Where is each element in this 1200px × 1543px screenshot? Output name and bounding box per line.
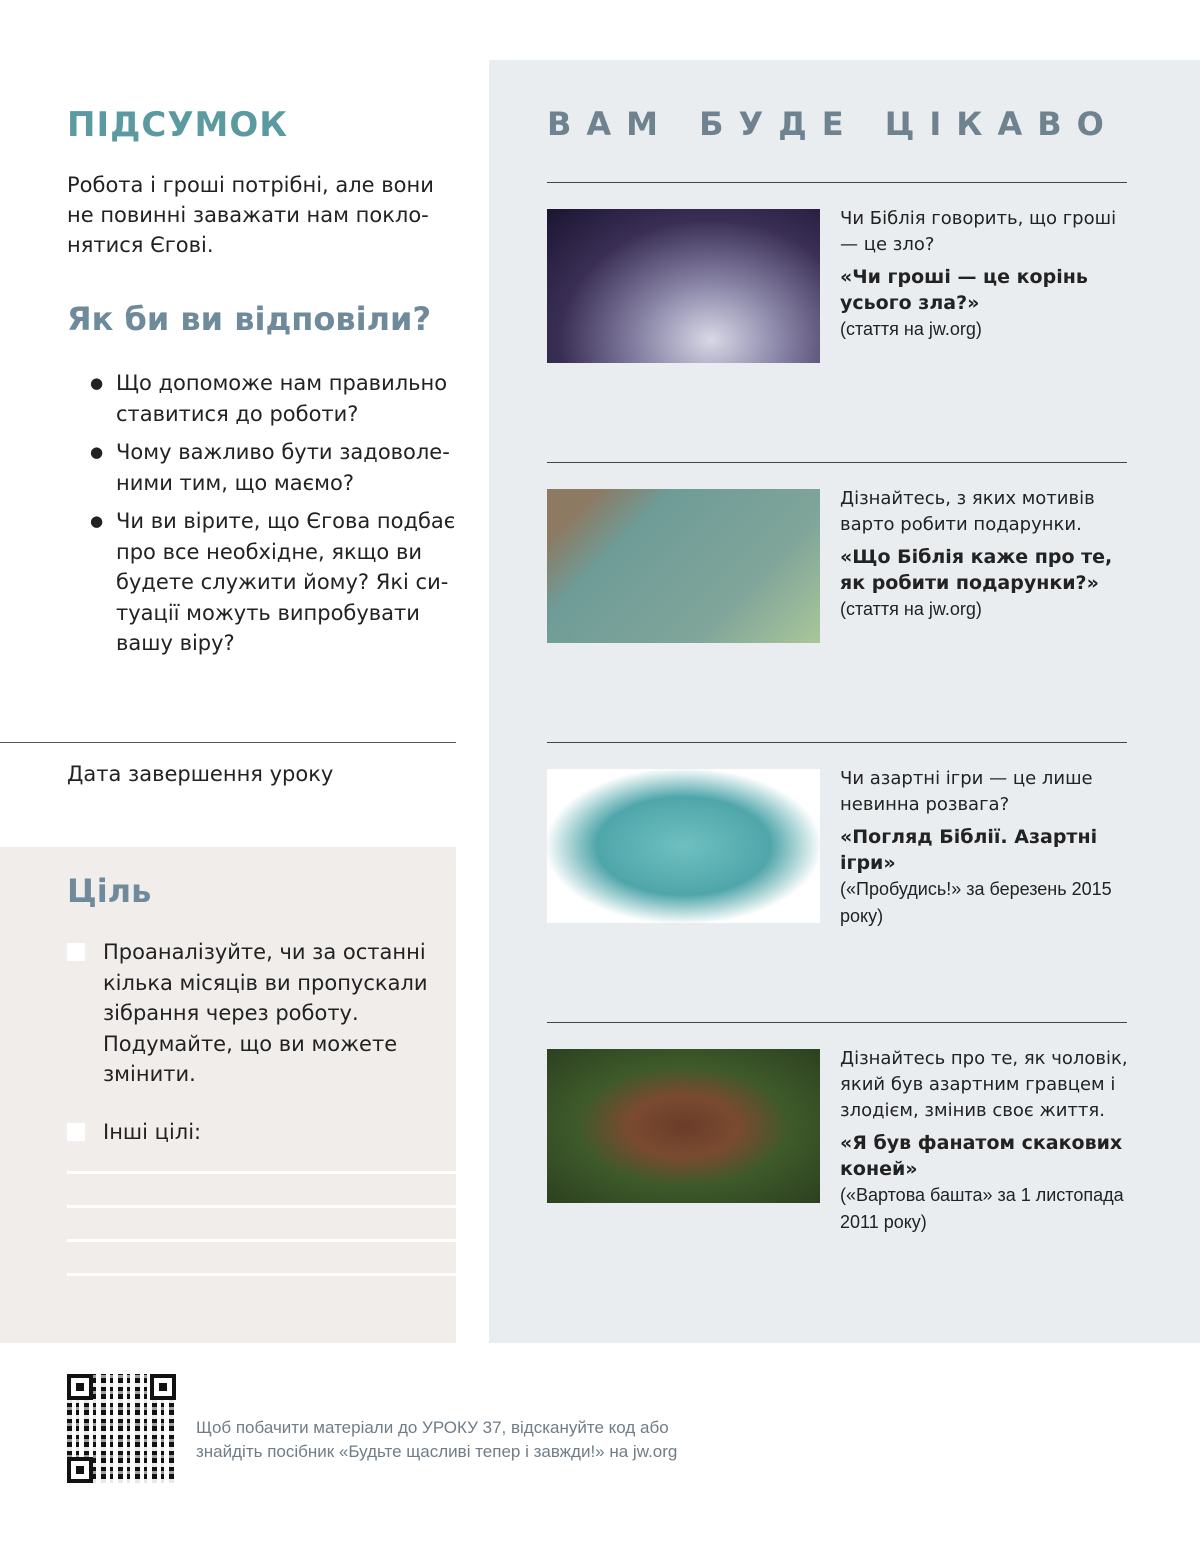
card-title-link[interactable]: «Що Біблія каже про те, як робити подарунки?»	[840, 546, 1113, 594]
questions-title: Як би ви відповіли?	[67, 300, 432, 338]
question-item: ● Чому важливо бути задоволеними тим, що маємо?	[90, 437, 460, 498]
smiling-man-image	[547, 1049, 820, 1203]
divider	[0, 742, 456, 743]
write-line[interactable]	[67, 1205, 456, 1208]
card-note: (стаття на jw.org)	[840, 599, 982, 619]
goal-checkbox[interactable]	[67, 943, 85, 961]
article-card	[840, 486, 1130, 623]
card-note: (стаття на jw.org)	[840, 319, 982, 339]
card-intro: Чи Біблія говорить, що гроші — це зло?	[840, 208, 1117, 255]
goal-panel	[0, 847, 456, 1343]
article-card	[840, 1046, 1130, 1236]
card-intro: Дізнайтесь, з яких мотивів варто робити подарунки.	[840, 488, 1095, 535]
divider	[547, 1022, 1127, 1023]
card-intro: Дізнайтесь про те, як чоловік, який був азартним гравцем і злодієм, змінив своє життя.	[840, 1048, 1128, 1121]
gift-image	[547, 489, 820, 643]
qr-code[interactable]	[67, 1374, 176, 1483]
summary-text: Робота і гроші потрібні, але вони не повинні заважати нам поклонятися Єгові.	[67, 173, 434, 257]
divider	[547, 182, 1127, 183]
goal-title: Ціль	[67, 872, 152, 910]
card-note: («Вартова башта» за 1 листопада 2011 року)	[840, 1185, 1124, 1232]
divider	[547, 462, 1127, 463]
article-card	[840, 766, 1130, 930]
interesting-title: ВАМ БУДЕ ЦІКАВО	[547, 105, 1119, 143]
goal-checkbox[interactable]	[67, 1123, 85, 1141]
question-item: ● Що допоможе нам правильно ставитися до роботи?	[90, 368, 460, 429]
questions-list	[90, 368, 460, 667]
summary-title: ПІДСУМОК	[67, 105, 289, 145]
goal-item	[67, 937, 437, 1090]
gambling-cards-image	[547, 769, 820, 923]
completion-date-label: Дата завершення уроку	[67, 762, 334, 786]
goal-item	[67, 1117, 437, 1148]
write-line[interactable]	[67, 1273, 456, 1276]
goal-text: Інші цілі:	[103, 1120, 202, 1144]
write-line[interactable]	[67, 1239, 456, 1242]
goal-text: Проаналізуйте, чи за останні кілька місяців ви пропускали зібрання через роботу. Подумайте, що ви можете змінити.	[103, 940, 428, 1086]
write-line[interactable]	[67, 1171, 456, 1174]
question-item: ● Чи ви вірите, що Єгова подбає про все необхідне, якщо ви будете служити йому? Які ситуації можуть випробувати вашу віру?	[90, 506, 460, 659]
article-card	[840, 206, 1130, 343]
footer-text: Щоб побачити матеріали до УРОКУ 37, відскануйте код або знайдіть посібник «Будьте щасливі тепер і завжди!» на jw.org	[196, 1418, 678, 1461]
card-note: («Пробудись!» за березень 2015 року)	[840, 879, 1112, 926]
card-title-link[interactable]: «Погляд Біблії. Азартні ігри»	[840, 826, 1098, 874]
card-intro: Чи азартні ігри — це лише невинна розвага?	[840, 768, 1093, 815]
card-title-link[interactable]: «Я був фанатом скакових коней»	[840, 1132, 1123, 1180]
money-hands-image	[547, 209, 820, 363]
divider	[547, 742, 1127, 743]
card-title-link[interactable]: «Чи гроші — це корінь усього зла?»	[840, 266, 1088, 314]
